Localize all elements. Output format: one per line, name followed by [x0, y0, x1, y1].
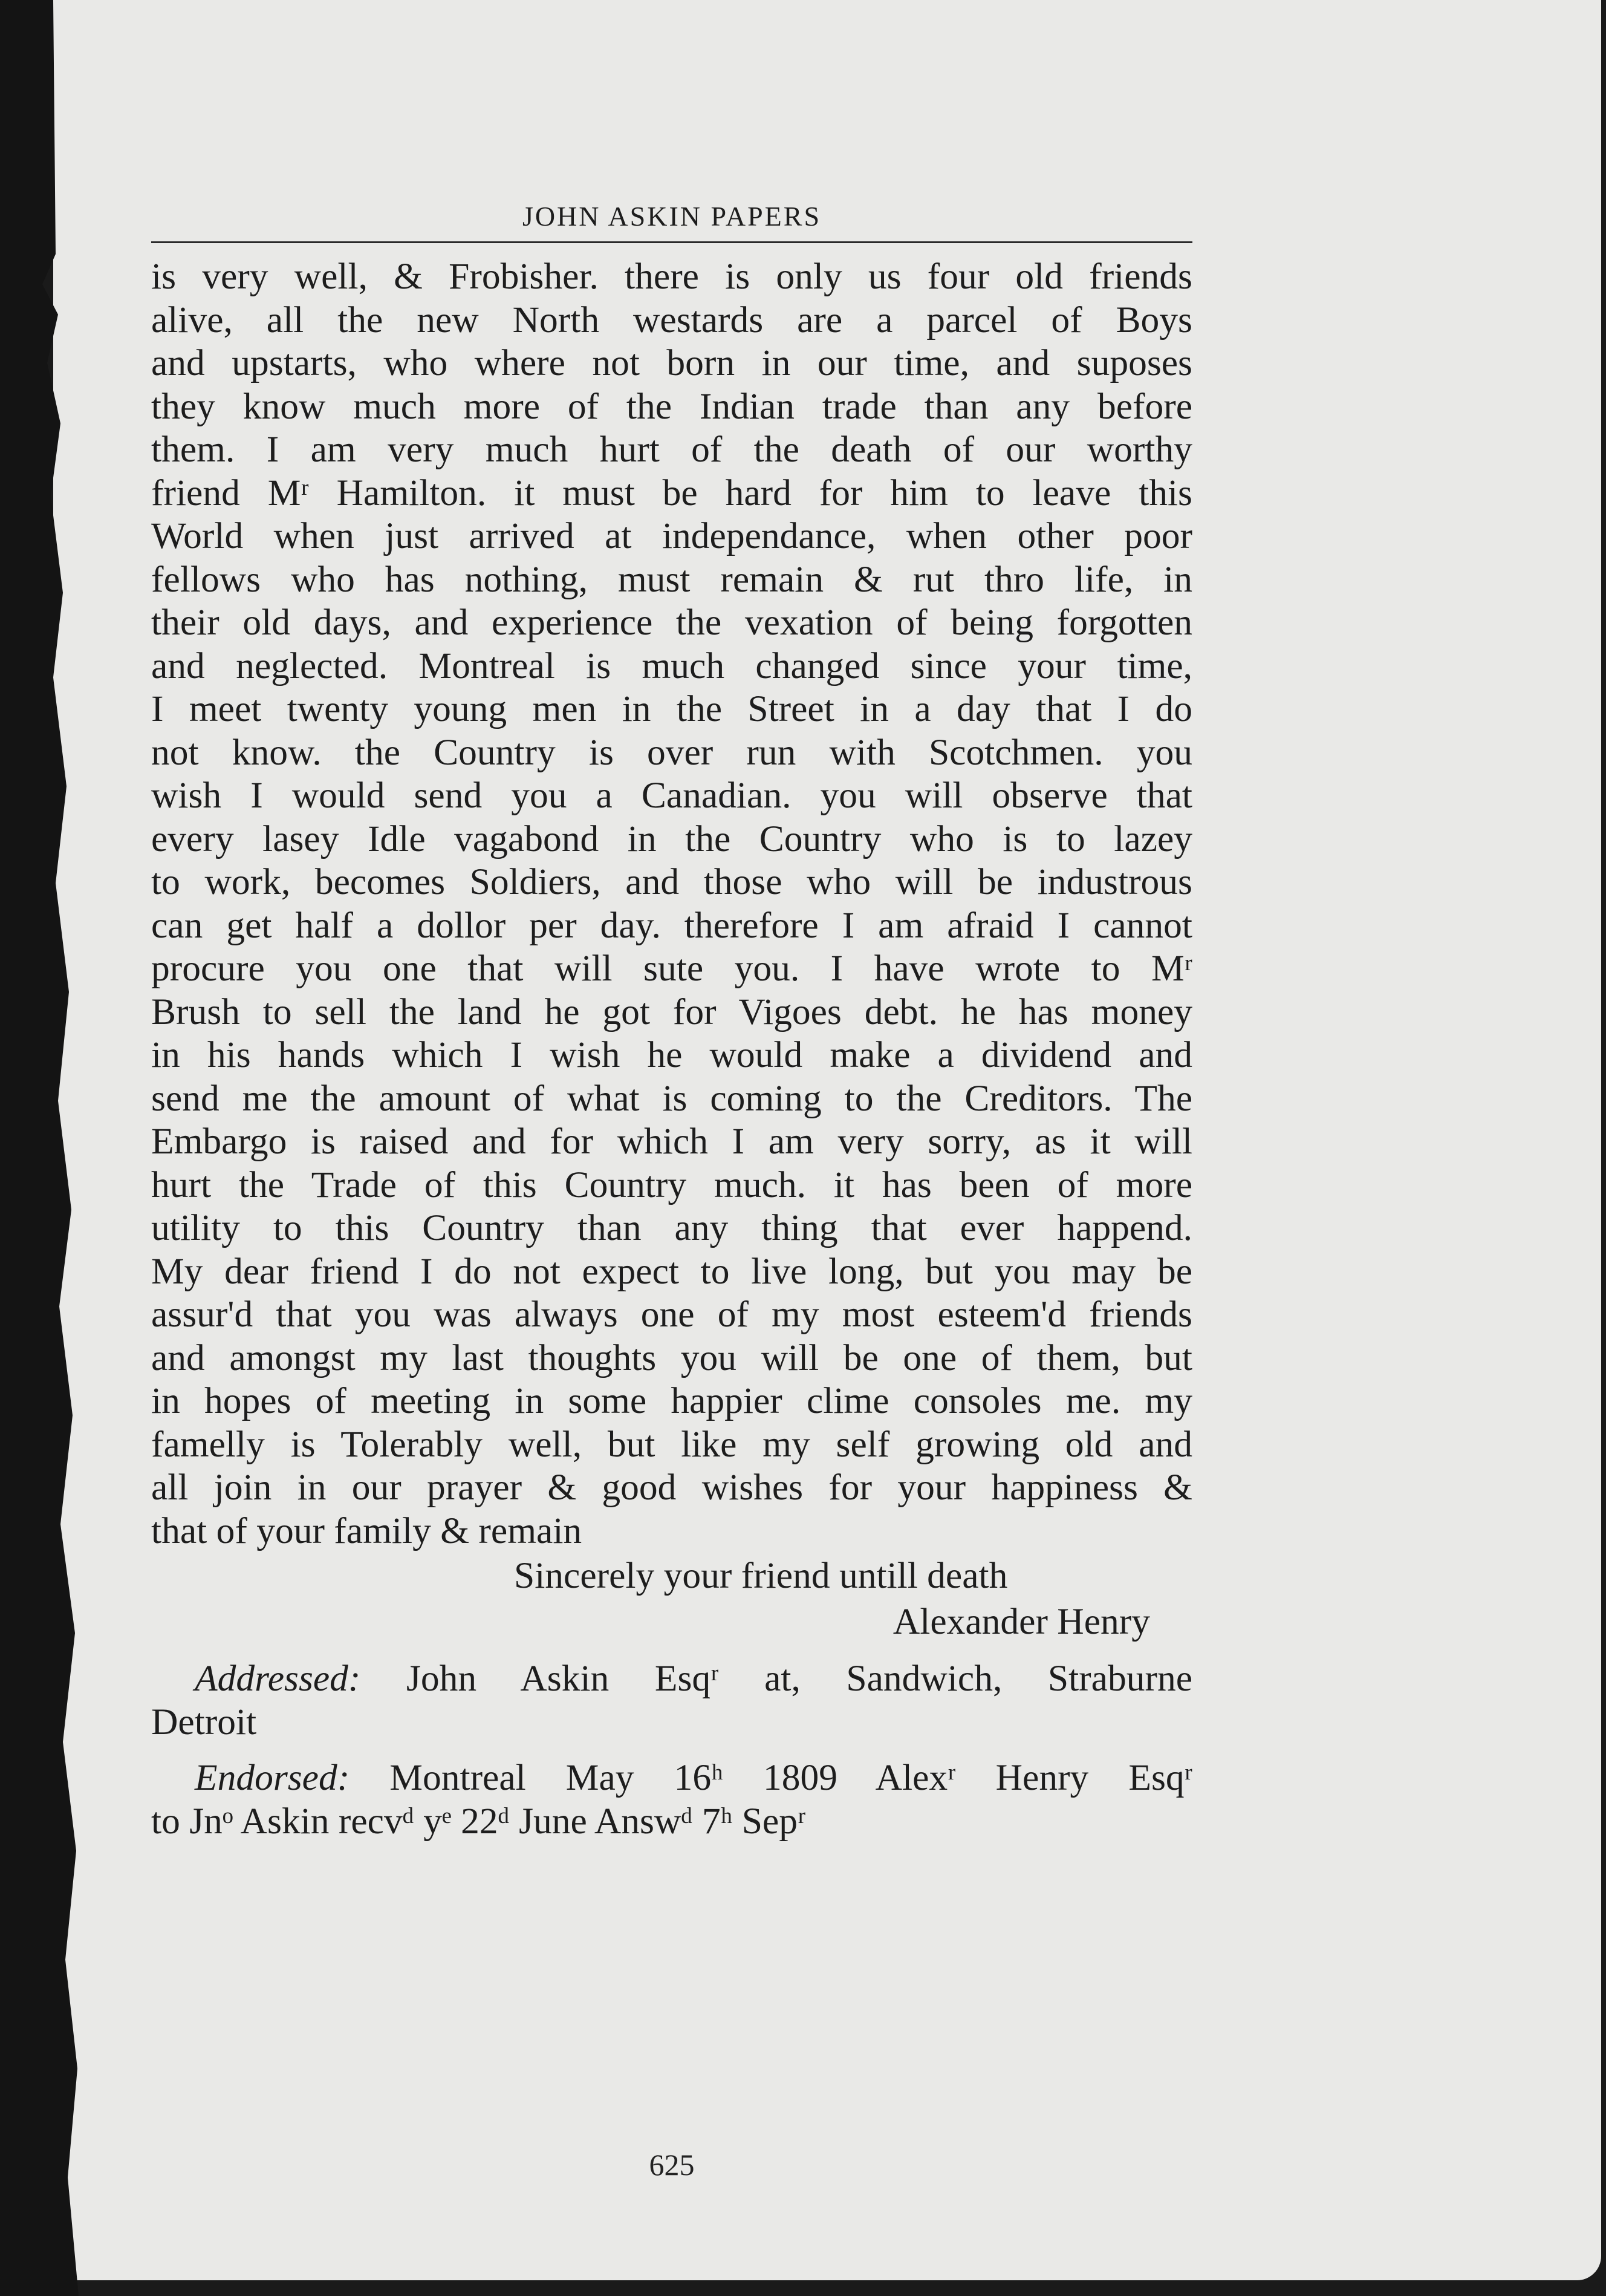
addressed-label: Addressed: [195, 1658, 361, 1700]
body-line: all join in our prayer & good wishes for your happiness & [151, 1467, 1192, 1508]
body-line: assur'd that you was always one of my most esteem'd friends [151, 1294, 1192, 1336]
endorsed-line-2: to Jnᵒ Askin recvᵈ yᵉ 22ᵈ June Answᵈ 7ʰ Sepʳ [151, 1801, 806, 1842]
body-line: not know. the Country is over run with Scotchmen. you [151, 731, 1192, 773]
torn-left-edge [0, 0, 97, 2296]
page-text [151, 200, 1192, 2182]
page-number: 625 [649, 2148, 695, 2182]
body-line: procure you one that will sute you. I have wrote to Mʳ [151, 948, 1192, 990]
body-line: Embargo is raised and for which I am very sorry, as it will [151, 1121, 1192, 1163]
body-line: wish I would send you a Canadian. you will observe that [151, 775, 1192, 817]
body-line: famelly is Tolerably well, but like my self growing old and [151, 1423, 1192, 1465]
body-line: I meet twenty young men in the Street in a day that I do [151, 688, 1192, 730]
body-line: friend Mʳ Hamilton. it must be hard for him to leave this [151, 472, 1192, 514]
running-head: JOHN ASKIN PAPERS [151, 200, 1192, 243]
body-line: in hopes of meeting in some happier clime consoles me. my [151, 1380, 1192, 1422]
addressed-note [151, 1657, 1192, 1744]
endorsed-line-1 [151, 1756, 1192, 1799]
body-line: to work, becomes Soldiers, and those who will be industrous [151, 861, 1192, 903]
body-line: can get half a dollor per day. therefore I am afraid I cannot [151, 904, 1192, 946]
body-line: World when just arrived at independance, when other poor [151, 515, 1192, 557]
letter-body [151, 255, 1192, 1553]
body-line: their old days, and experience the vexation of being forgotten [151, 602, 1192, 644]
body-line: and neglected. Montreal is much changed since your time, [151, 645, 1192, 687]
body-line: in his hands which I wish he would make a dividend and [151, 1034, 1192, 1076]
endorsed-label: Endorsed: [195, 1757, 350, 1799]
closing-line: Sincerely your friend untill death [514, 1555, 1008, 1597]
body-line: My dear friend I do not expect to live long, but you may be [151, 1250, 1192, 1292]
signature: Alexander Henry [892, 1601, 1150, 1643]
body-line: hurt the Trade of this Country much. it has been of more [151, 1164, 1192, 1205]
body-line: send me the amount of what is coming to the Creditors. The [151, 1077, 1192, 1119]
body-line: is very well, & Frobisher. there is only us four old friends [151, 256, 1192, 298]
body-line: that of your family & remain [151, 1510, 582, 1551]
addressed-text: John Askin Esqʳ at, Sandwich, Straburne [406, 1658, 1192, 1700]
body-line: and upstarts, who where not born in our time, and suposes [151, 342, 1192, 384]
body-line: fellows who has nothing, must remain & rut thro life, in [151, 558, 1192, 600]
addressed-line-2: Detroit [151, 1701, 257, 1743]
body-line: them. I am very much hurt of the death of our worthy [151, 429, 1192, 471]
body-line: every lasey Idle vagabond in the Country who is to lazey [151, 818, 1192, 859]
endorsed-note [151, 1756, 1192, 1843]
body-line: utility to this Country than any thing that ever happend. [151, 1207, 1192, 1249]
body-line: and amongst my last thoughts you will be one of them, but [151, 1337, 1192, 1378]
body-line: alive, all the new North westards are a parcel of Boys [151, 299, 1192, 341]
body-line: they know much more of the Indian trade than any before [151, 385, 1192, 427]
endorsed-text: Montreal May 16ʰ 1809 Alexʳ Henry Esqʳ [389, 1757, 1192, 1799]
addressed-line-1 [151, 1657, 1192, 1700]
body-line: Brush to sell the land he got for Vigoes debt. he has money [151, 991, 1192, 1032]
